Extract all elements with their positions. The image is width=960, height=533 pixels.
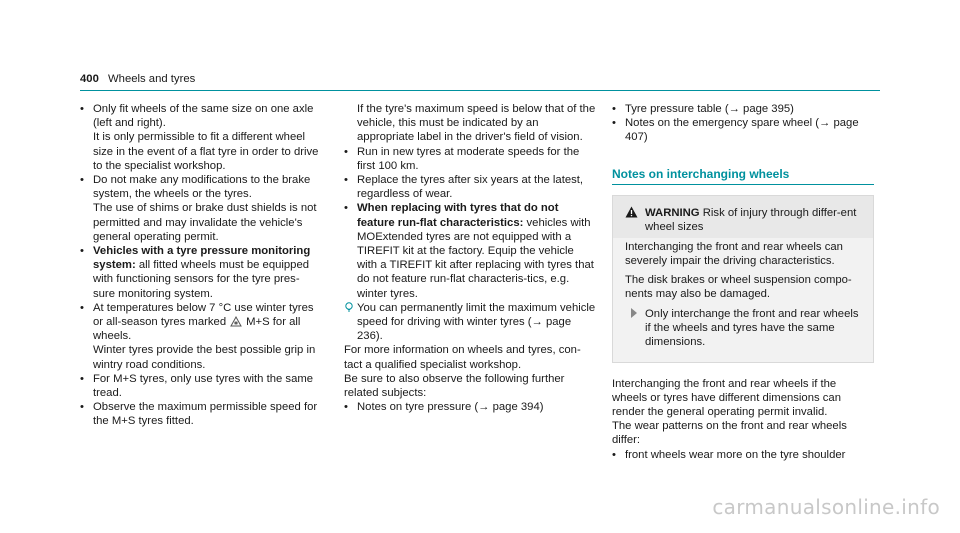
list-item: • Notes on the emergency spare wheel (→ page 407) xyxy=(612,116,874,144)
column-2 xyxy=(344,102,596,414)
page-number: 400 xyxy=(80,73,99,85)
warning-body: Interchanging the front and rear wheels can severely impair the driving characteristics. The disk brakes or wheel suspension compo-nents may also be damaged. Only interchange the front and rear wheels if the wheels and tyres have the same dimensions. xyxy=(613,238,873,361)
section-title: Notes on interchanging wheels xyxy=(612,166,790,181)
paragraph: Interchanging the front and rear wheels if the wheels or tyres have different dimensions can render the general operating permit invalid. xyxy=(612,377,841,419)
list-item: • Notes on tyre pressure (→ page 394) xyxy=(344,400,596,414)
list-item: • Observe the maximum permissible speed for the M+S tyres fitted. xyxy=(80,400,320,428)
list-item: • Do not make any modifications to the brake system, the wheels or the tyres. The use of shims or brake dust shields is not permitted and may invalidate the vehicle's general operating permit. xyxy=(80,173,320,244)
column-1 xyxy=(80,102,320,429)
action-arrow-icon xyxy=(631,308,637,318)
page-header xyxy=(80,72,880,92)
paragraph: The wear patterns on the front and rear wheels differ: xyxy=(612,420,847,447)
list-item: • Only fit wheels of the same size on one axle (left and right). It is only permissible to fit a different wheel size in the event of a flat tyre in order to drive to the specialist workshop. xyxy=(80,102,320,173)
list-item: • front wheels wear more on the tyre shoulder xyxy=(612,448,874,462)
paragraph: If the tyre's maximum speed is below that of the vehicle, this must be indicated by an appropriate label in the driver's field of vision. xyxy=(357,103,596,144)
warning-label: WARNING xyxy=(645,206,700,219)
mountain-snowflake-icon xyxy=(230,315,242,327)
paragraph: For more information on wheels and tyres, con-tact a qualified specialist workshop. xyxy=(344,344,581,371)
warning-header: WARNING Risk of injury through differ-ent wheel sizes xyxy=(613,196,873,238)
warning-box xyxy=(612,195,874,363)
list-item: • When replacing with tyres that do not feature run-flat characteristics: vehicles with MOExtended tyres are not equipped with a TIREFIT kit at the factory. Equip the vehicle with a TIREFIT kit after replacing with tyres that do not feature run-flat characteris-tics, e.g. winter tyres. xyxy=(344,201,596,300)
column-3 xyxy=(612,102,874,462)
watermark: carmanualsonline.info xyxy=(712,495,940,519)
list-item: • Vehicles with a tyre pressure monitoring system: all fitted wheels must be equipped with functioning sensors for the tyre pres-sure monitoring system. xyxy=(80,244,320,301)
list-item: • Replace the tyres after six years at the latest, regardless of wear. xyxy=(344,173,596,201)
action-step: Only interchange the front and rear wheels if the wheels and tyres have the same dimensions. xyxy=(625,307,863,350)
paragraph: Be sure to also observe the following further related subjects: xyxy=(344,372,565,400)
header-rule xyxy=(80,90,880,91)
list-item: • At temperatures below 7 °C use winter tyres or all-season tyres marked M+S for all wheels. Winter tyres provide the best possible grip in wintry road conditions. xyxy=(80,301,320,372)
section-rule xyxy=(612,184,874,185)
section-name: Wheels and tyres xyxy=(108,73,196,85)
warning-triangle-icon xyxy=(625,206,638,218)
list-item: • For M+S tyres, only use tyres with the same tread. xyxy=(80,372,320,400)
list-item: • Tyre pressure table (→ page 395) xyxy=(612,102,874,116)
tip-bulb-icon xyxy=(344,302,354,312)
tip-note: You can permanently limit the maximum vehicle speed for driving with winter tyres (→ page 236). xyxy=(344,301,596,344)
list-item: • Run in new tyres at moderate speeds for the first 100 km. xyxy=(344,145,596,173)
